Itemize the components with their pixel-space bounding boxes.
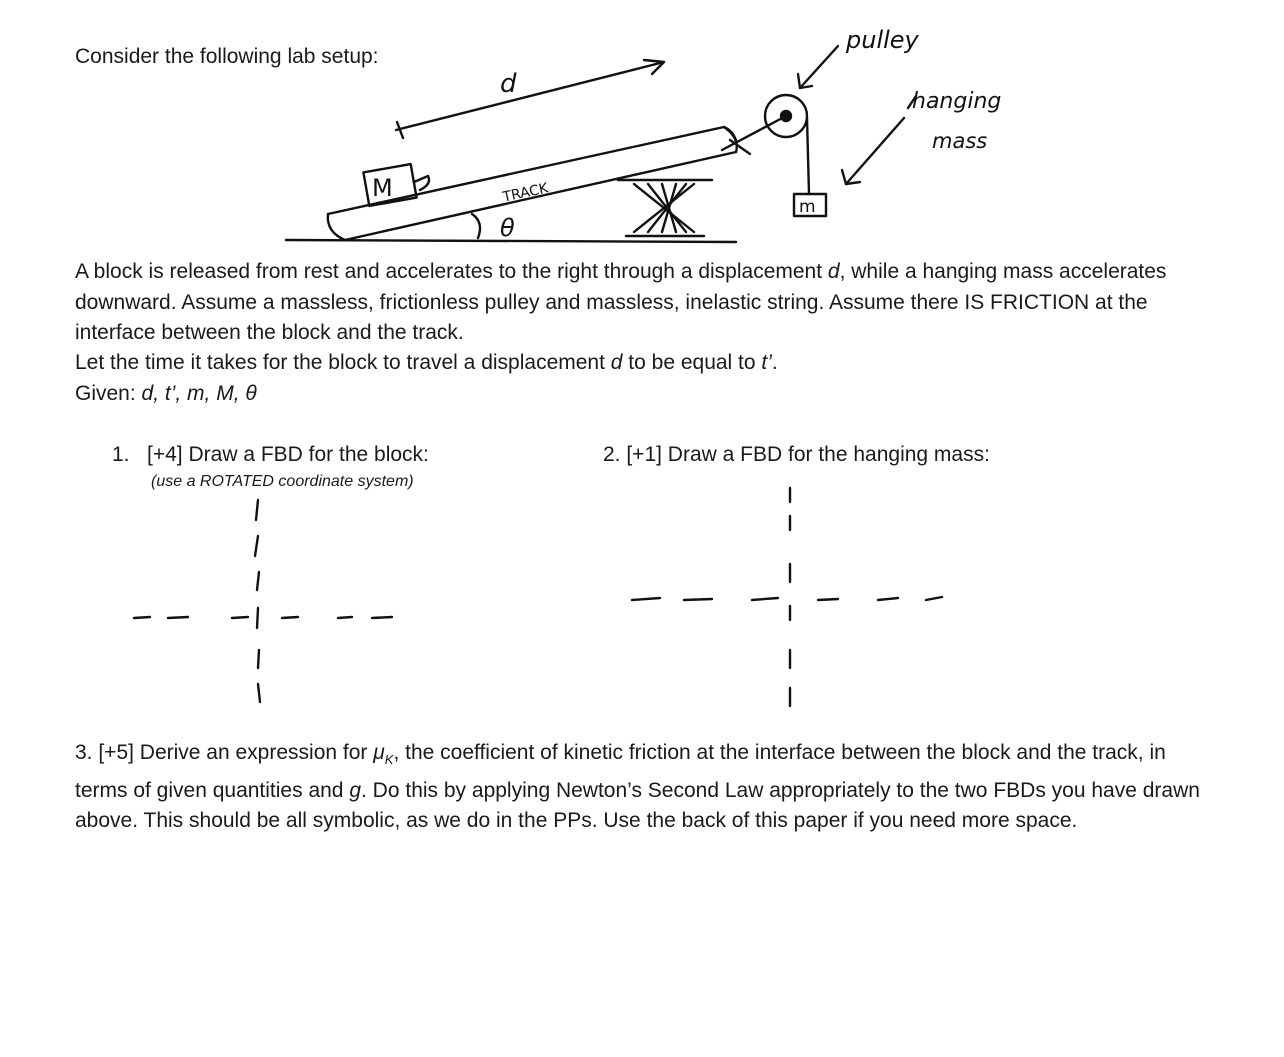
given-label: Given: — [75, 382, 142, 405]
hanging-label: hanging — [912, 89, 1002, 114]
q1-text: [+4] Draw a FBD for the block: — [147, 443, 429, 466]
q1-note: (use a ROTATED coordinate system) — [151, 473, 414, 490]
fbd-block-axes — [134, 500, 392, 702]
fbd-hanging-axes — [632, 488, 942, 706]
track-left-end — [328, 214, 345, 240]
q3-text-3: . Do this by applying Newton’s Second Law appropriately to the two FBDs you have drawn above. This should be all symbolic, as we do in the PPs. Use the back of this paper if you need more space. — [75, 778, 1200, 833]
mass-label: mass — [932, 129, 988, 153]
string — [807, 118, 809, 194]
desc-var-d: d — [827, 260, 840, 283]
given-values: d, t’, m, M, θ — [141, 382, 257, 405]
time-text-1: Let the time it takes for the block to travel a displacement — [75, 351, 611, 374]
time-text-3: . — [771, 351, 778, 374]
time-var-d: d — [610, 351, 623, 374]
pulley-label: pulley — [846, 26, 919, 54]
given-line — [75, 379, 257, 410]
q3-mu-subscript: K — [384, 752, 394, 768]
m-label: m — [799, 197, 816, 217]
desc-text-1: A block is released from rest and accelerates to the right through a displacement — [75, 260, 828, 283]
time-definition — [75, 348, 778, 379]
question-2: 2. [+1] Draw a FBD for the hanging mass: — [603, 443, 990, 466]
question-1 — [112, 440, 429, 471]
q1-number: 1. — [112, 443, 130, 466]
displacement-arrow — [396, 62, 664, 130]
M-label: M — [372, 174, 393, 202]
q3-var-g: g — [349, 778, 362, 802]
q3-mu: μ — [373, 741, 385, 764]
question-3 — [75, 738, 1210, 837]
scissor-jack — [618, 180, 712, 236]
time-text-2: to be equal to — [622, 351, 762, 374]
desc-text-2: , while a hanging mass accelerates downward. Assume a massless, frictionless pulley and massless, inelastic string. Assume there IS FRICTION at the interface between the block and the track. — [75, 260, 1167, 344]
q3-text-1: 3. [+5] Derive an expression for — [75, 741, 374, 764]
intro-text: Consider the following lab setup: — [75, 45, 379, 68]
time-var-t: t’ — [761, 351, 772, 374]
problem-description — [75, 257, 1210, 349]
track-label: TRACK — [501, 180, 550, 206]
q3-text-2: , the coefficient of kinetic friction at the interface between the block and the track, in terms of given quantities and — [75, 741, 1166, 802]
theta-label: θ — [500, 214, 515, 242]
d-label: d — [500, 69, 517, 99]
